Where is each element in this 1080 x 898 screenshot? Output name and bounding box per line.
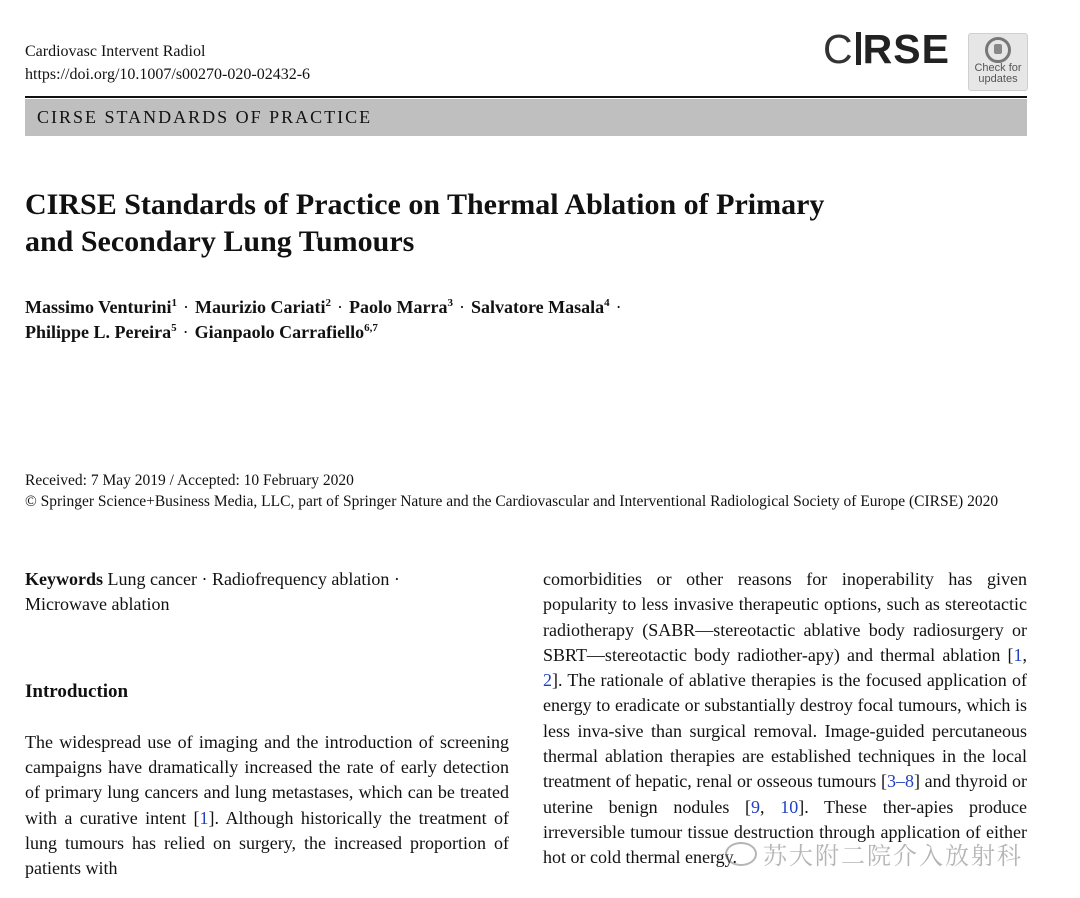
keywords-line-1: Lung cancer · Radiofrequency ablation · — [103, 569, 400, 589]
title-line-1: CIRSE Standards of Practice on Thermal Ablation of Primary — [25, 188, 825, 221]
title-line-2: and Secondary Lung Tumours — [25, 225, 415, 258]
keywords — [25, 567, 509, 618]
logo-letters: RSE — [862, 26, 950, 72]
watermark — [725, 836, 1023, 871]
doi-link[interactable]: https://doi.org/10.1007/s00270-020-02432-6 — [25, 66, 311, 83]
author-name[interactable]: Maurizio Cariati — [195, 297, 326, 317]
author-name[interactable]: Massimo Venturini — [25, 297, 172, 317]
article-title — [25, 186, 985, 260]
citation-link[interactable]: 2 — [543, 670, 552, 691]
author-affiliation: 2 — [325, 297, 331, 309]
author-list: Massimo Venturini$^1$ · Maurizio Cariati$^2$ · Paolo Marra$^3$ · Salvatore Masala$^4$ · Philippe L. Pereira$^5$ · Gianpaolo Carrafiello$^{6,7}$ — [25, 297, 622, 342]
author-affiliation: 1 — [171, 297, 178, 309]
journal-name: Cardiovasc Intervent Radiol — [25, 43, 206, 60]
check-for-updates-button[interactable] — [968, 33, 1028, 91]
author-affiliation: 4 — [604, 297, 610, 309]
check-label-1: Check for — [974, 62, 1022, 74]
right-column — [543, 567, 1027, 871]
introduction-heading: Introduction — [25, 680, 129, 702]
check-label-2: updates — [978, 73, 1018, 85]
publication-dates — [25, 470, 1030, 512]
citation-link[interactable]: 1 — [199, 807, 209, 828]
author-affiliation: 5 — [171, 322, 177, 334]
author-name[interactable]: Philippe L. Pereira — [25, 322, 172, 342]
author-name[interactable]: Paolo Marra — [349, 297, 448, 317]
author-affiliation: 3 — [447, 297, 453, 309]
body-paragraph: comorbidities or other reasons for inoperability has given popularity to less invasive therapeutic options, such as stereotactic radiotherapy (SABR—stereotactic ablative body radiosurgery or SBRT—stereotactic body radiother-apy) and thermal ablation [1, 2]. The rationale of ablative therapies is the focused application of energy to eradicate or substantially destroy focal tumours, which is less inva-sive than surgical removal. Image-guided percutaneous thermal ablation therapies are established techniques in the local treatment of hepatic, renal or osseous tumours [3–8] and thyroid or uterine benign nodules [9, 10]. These ther-apies produce irreversible tumour tissue destruction through application of either hot or cold thermal energy. — [543, 569, 1027, 868]
keywords-label: Keywords — [25, 569, 103, 589]
citation-link[interactable]: 3–8 — [887, 771, 915, 792]
section-banner — [25, 99, 1027, 136]
author-name[interactable]: Gianpaolo Carrafiello — [194, 322, 365, 342]
introduction-paragraph: The widespread use of imaging and the introduction of screening campaigns have dramatically increased the rate of early detection of primary lung cancers and lung metastases, which can be treated with a curative intent [1]. Although historically the treatment of lung tumours has relied on surgery, the increased proportion of patients with — [25, 731, 509, 879]
received-accepted: Received: 7 May 2019 / Accepted: 10 February 2020 — [25, 472, 354, 489]
header-rule — [25, 96, 1027, 98]
copyright-notice: © Springer Science+Business Media, LLC, part of Springer Nature and the Cardiovascular and Interventional Radiological Society of Europe (CIRSE) 2020 — [25, 493, 999, 510]
citation-link[interactable]: 10 — [780, 796, 799, 817]
cirse-logo — [823, 26, 950, 73]
author-name[interactable]: Salvatore Masala — [470, 297, 605, 317]
author-affiliation: 6,7 — [364, 322, 378, 334]
logo-bar-icon — [856, 32, 861, 65]
logo-letter-c: C — [823, 26, 854, 72]
citation-link[interactable]: 1 — [1013, 644, 1023, 665]
left-column — [25, 567, 509, 882]
citation-link[interactable]: 9 — [751, 796, 761, 817]
bookmark-icon — [985, 37, 1011, 63]
keywords-line-2: Microwave ablation — [25, 594, 170, 615]
section-label: CIRSE STANDARDS OF PRACTICE — [37, 107, 373, 127]
watermark-text: 苏大附二院介入放射科 — [763, 842, 1023, 870]
journal-header — [25, 40, 310, 86]
wechat-icon — [725, 842, 757, 866]
